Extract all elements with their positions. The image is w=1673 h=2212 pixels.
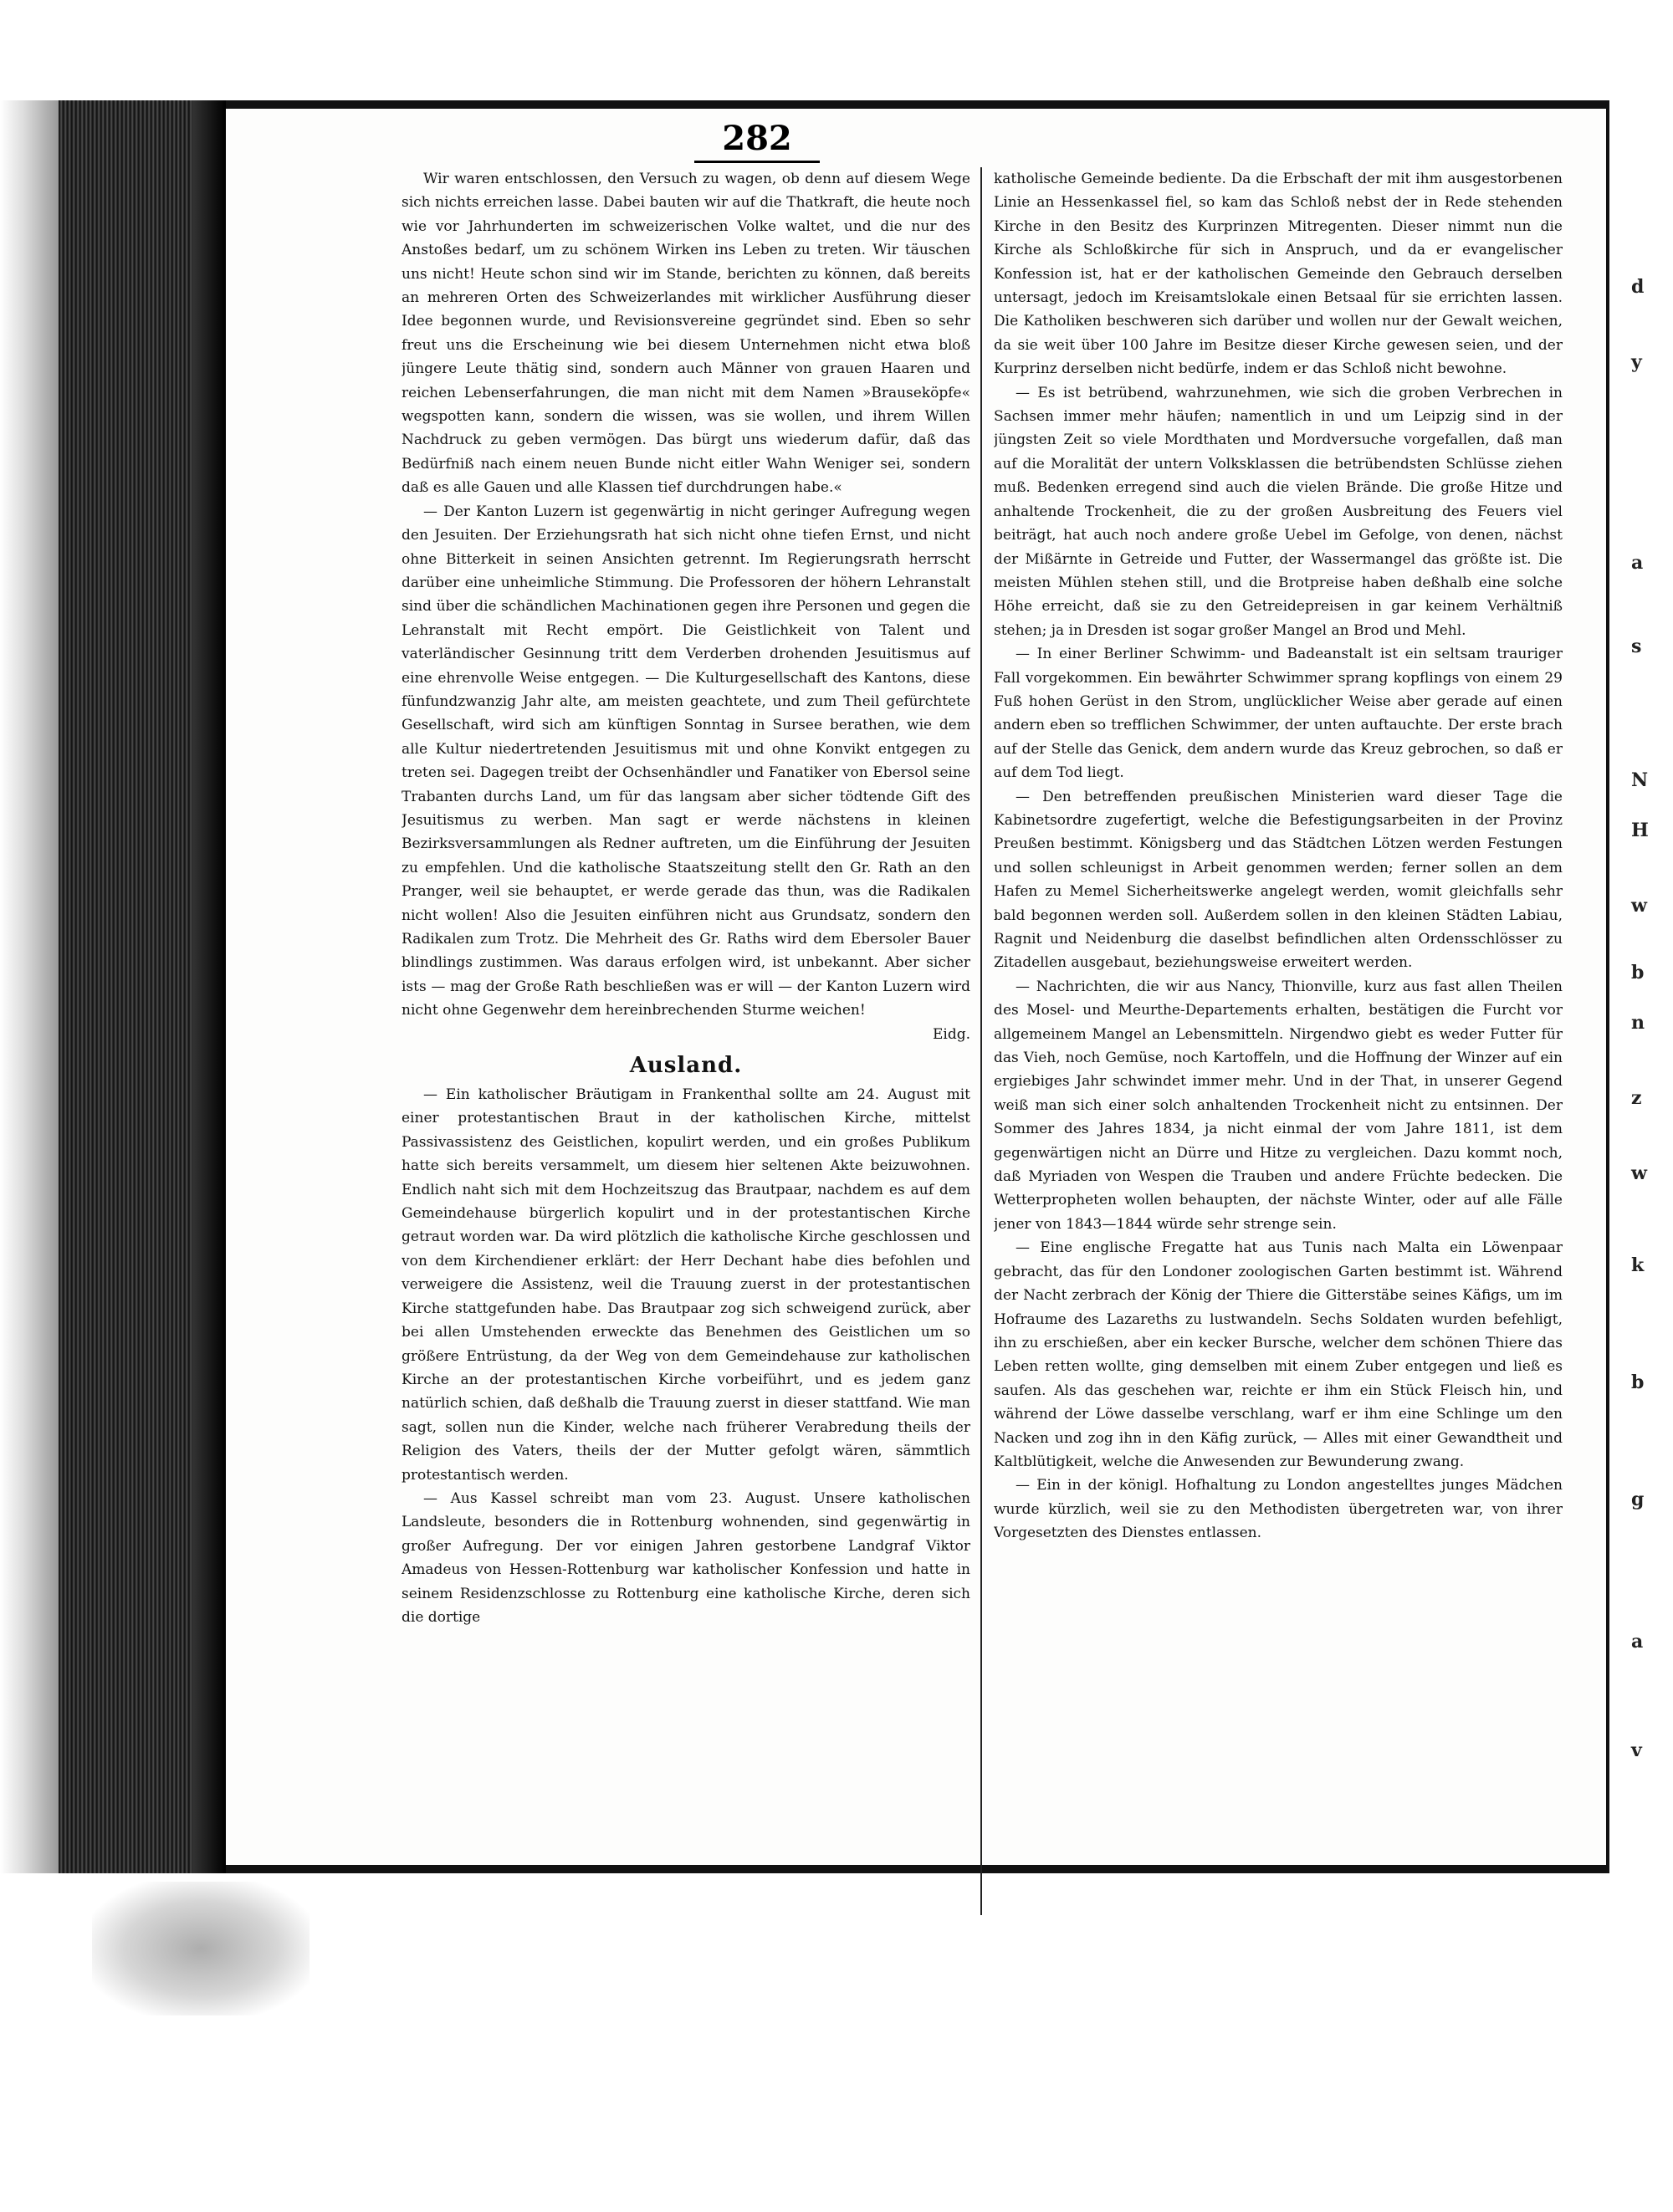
scan-smudge [92,1882,310,2015]
article-paragraph: — Ein in der königl. Hofhaltung zu London angestelltes junges Mädchen wurde kürzlich, weil sie zu den Methodisten übergetreten war, von ihrer Vorgesetzten des Dienstes entlassen. [994,1477,1563,1542]
facing-page-letter: g [1631,1489,1645,1510]
facing-page-letter: b [1631,1372,1645,1393]
article-paragraph: — Den betreffenden preußischen Ministerien ward dieser Tage die Kabinetsordre zugefertigt, welche die Befestigungsarbeiten in der Provinz Preußen bestimmt. Königsberg und das Städtchen Lötzen werden Festungen und sollen schleunigst in Arbeit genommen werden; ferner sollen an dem Hafen zu Memel Sicherheitswerke angelegt werden, womit gleichfalls sehr bald begonnen werden soll. Außerdem sollen in den kleinen Städten Labiau, Ragnit und Neidenburg die daselbst befindlichen alten Ordensschlösser zu Zitadellen ausgebaut, beziehungsweise erweitert werden. [994,788,1563,972]
article-paragraph: — In einer Berliner Schwimm- und Badeanstalt ist ein seltsam trauriger Fall vorgekommen. Ein bewährter Schwimmer sprang kopflings von einem 29 Fuß hohen Gerüst in den Strom, unglücklicher Weise aber gerade auf einen andern eben so trefflichen Schwimmer, der unten auftauchte. Der erste brach auf der Stelle das Genick, dem andern wurde das Kreuz gebrochen, so daß er auf dem Tod liegt. [994,646,1563,782]
article-signature: Eidg. [932,1025,970,1043]
left-column [402,167,970,1915]
facing-page-letter: s [1631,636,1642,657]
facing-page-letter: z [1631,1087,1642,1109]
facing-page-letter: w [1631,1162,1647,1184]
article-paragraph: Wir waren entschlossen, den Versuch zu wagen, ob denn auf diesem Wege sich nichts erreichen lasse. Dabei bauten wir auf die Thatkraft, die heute noch wie vor Jahrhunderten im schweizerischen Volke waltet, und die nur des Anstoßes bedarf, um zu schönem Wirken ins Leben zu treten. Wir täuschen uns nicht! Heute schon sind wir im Stande, berichten zu können, daß bereits an mehreren Orten des Schweizerlandes mit wirklicher Ausführung dieser Idee begonnen wurde, und Revisionsvereine gegründet sind. Eben so sehr freut uns die Erscheinung wie bei diesem Unternehmen nicht etwa bloß jüngere Leute thätig sind, sondern auch Männer von grauen Haaren und reichen Lebenserfahrungen, die man nicht mit dem Namen »Brauseköpfe« wegspotten kann, sondern die wissen, was sie wollen, und ihrem Willen Nachdruck zu geben vermögen. Das bürgt uns wiederum dafür, daß das Bedürfniß nach einem neuen Bunde nicht eitler Wahn Weniger sei, sondern daß es alle Gauen und alle Klassen tief durchdrungen habe.« [402,171,970,497]
facing-page-letter: d [1631,276,1645,298]
book-page-edges [59,100,226,1873]
facing-page-letter: n [1631,1012,1645,1034]
article-paragraph: — Aus Kassel schreibt man vom 23. August. Unsere katholischen Landsleute, besonders die in Rottenburg wohnenden, sind gegenwärtig in großer Aufregung. Der vor einigen Jahren gestorbene Landgraf Viktor Amadeus von Hessen-Rottenburg war katholischer Konfession und hatte in seinem Residenzschlosse zu Rottenburg eine katholische Kirche, deren sich die dortige [402,1489,970,1626]
facing-page-letter: a [1631,552,1644,574]
scan-background-left [0,100,59,1873]
facing-page-letter: y [1631,351,1642,373]
section-heading: Ausland. [629,1053,743,1079]
facing-page-letter: N [1631,769,1649,791]
article-paragraph: — Nachrichten, die wir aus Nancy, Thionville, kurz aus fast allen Theilen des Mosel- und Meurthe-Departements erhalten, bestätigen die Furcht vor allgemeinem Mangel an Lebensmitteln. Nirgendwo giebt es weder Futter für das Vieh, noch Gemüse, noch Kartoffeln, und die Hoffnung der Winzer auf ein ergiebiges Jahr schwindet immer mehr. Und in der That, in unserer Gegend weiß man sich einer solch anhaltenden Trockenheit nicht zu entsinnen. Der Sommer des Jahres 1834, ja nicht einmal der vom Jahre 1811, ist dem gegenwärtigen nicht an Dürre und Hitze zu vergleichen. Dazu kommt noch, daß Myriaden von Wespen die Trauben und andere Früchte bedecken. Die Wetterpropheten wollen behaupten, der nächste Winter, oder auf alle Fälle jener von 1843—1844 würde sehr strenge sein. [994,978,1563,1233]
facing-page-letter: a [1631,1631,1644,1653]
article-paragraph: — Eine englische Fregatte hat aus Tunis nach Malta ein Löwenpaar gebracht, das für den Londoner zoologischen Garten bestimmt ist. Während der Nacht zerbrach der König der Thiere die Gitterstäbe seines Käfigs, um im Hofraume des Lazareths zu lustwandeln. Sechs Soldaten wurden befehligt, ihn zu erschießen, aber ein kecker Bursche, welcher dem schönen Thiere das Leben retten wollte, ging demselben mit einem Zuber entgegen und ließ es saufen. Als das geschehen war, reichte er ihm ein Stück Fleisch hin, und während der Löwe dasselbe verschlang, warf er ihm eine Schlinge um den Nacken und zog ihn in den Käfig zurück, — Alles mit einer Gewandtheit und Kaltblütigkeit, welche die Anwesenden zur Bewunderung zwang. [994,1239,1563,1470]
facing-page-letter: k [1631,1254,1645,1276]
right-column [994,167,1563,1915]
article-paragraph: — Es ist betrübend, wahrzunehmen, wie sich die groben Verbrechen in Sachsen immer mehr häufen; namentlich in und um Leipzig sind in der jüngsten Zeit so viele Mordthaten und Mordversuche vorgefallen, daß man auf die Moralität der untern Volksklassen die betrübendsten Schlüsse ziehen muß. Bedenken erregend sind auch die vielen Brände. Die große Hitze und anhaltende Trockenheit, die zu der großen Ausbreitung des Feuers viel beiträgt, hat auch noch andere große Uebel im Gefolge, von denen, nächst der Mißärnte in Getreide und Futter, der Wassermangel das größte ist. Die meisten Mühlen stehen still, und die Brotpreise haben deßhalb eine solche Höhe erreicht, daß sie zu den Getreidepreisen in gar keinem Verhältniß stehen; ja in Dresden ist sogar großer Mangel an Brod und Mehl. [994,384,1563,639]
facing-page-letter: H [1631,820,1649,841]
facing-page-letter: v [1631,1739,1642,1761]
facing-page-letter: b [1631,962,1645,983]
column-divider [980,167,982,1915]
facing-page-letter: w [1631,895,1647,917]
article-paragraph: — Ein katholischer Bräutigam in Frankenthal sollte am 24. August mit einer protestantischen Braut in der katholischen Kirche, mittelst Passivassistenz des Geistlichen, kopulirt werden, und ein großes Publikum hatte sich bereits versammelt, um diesem hier seltenen Akte beizuwohnen. Endlich naht sich mit dem Hochzeitszug das Brautpaar, nachdem es auf dem Gemeindehause bürgerlich kopulirt und in der protestantischen Kirche getraut worden war. Da wird plötzlich die katholische Kirche geschlossen und von dem Kirchendiener erklärt: der Herr Dechant habe dies befohlen und verweigere die Assistenz, weil die Trauung zuerst in der protestantischen Kirche stattgefunden habe. Das Brautpaar zog sich schweigend zurück, aber bei allen Umstehenden erweckte das Benehmen des Geistlichen um so größere Entrüstung, da der Weg von dem Gemeindehause zur katholischen Kirche an der protestantischen Kirche vorbeiführt, und es jedem ganz natürlich schien, daß deßhalb die Trauung zuerst in dieser stattfand. Wie man sagt, sollen nun die Kinder, welche nach früherer Verabredung theils der Religion des Vaters, theils der der Mutter gefolgt wären, sämmtlich protestantisch werden. [402,1086,970,1484]
article-paragraph-continued: katholische Gemeinde bediente. Da die Erbschaft der mit ihm ausgestorbenen Linie an Hessenkassel fiel, so kam das Schloß nebst der in Rede stehenden Kirche in den Besitz des Kurprinzen Mitregenten. Dieser nimmt nun die Kirche als Schloßkirche für sich in Anspruch, und da er evangelischer Konfession ist, hat er der katholischen Gemeinde den Gebrauch derselben untersagt, jedoch im Kreisamtslokale einen Betsaal für sie errichten lassen. Die Katholiken beschweren sich darüber und wollen nur der Gewalt weichen, da sie weit über 100 Jahre im Besitze dieser Kirche gewesen seien, und der Kurprinz derselben nicht bedürfe, indem er das Schloß nicht bewohne. [994,171,1563,378]
article-paragraph: — Der Kanton Luzern ist gegenwärtig in nicht geringer Aufregung wegen den Jesuiten. Der Erziehungsrath hat sich nicht ohne tiefen Ernst, und nicht ohne Bitterkeit in seinen Ansichten getrennt. Im Regierungsrath herrscht darüber eine unheimliche Stimmung. Die Professoren der höhern Lehranstalt sind über die schändlichen Machinationen gegen ihre Personen und gegen die Lehranstalt mit Recht empört. Die Geistlichkeit von Talent und vaterländischer Gesinnung tritt dem Verderben drohenden Jesuitismus auf eine ehrenvolle Weise entgegen. — Die Kulturgesellschaft des Kantons, diese fünfundzwanzig Jahr alte, am meisten geachtete, und zum Theil gefürchtete Gesellschaft, wird sich am künftigen Sonntag in Sursee berathen, wie dem alle Kultur niedertretenden Jesuitismus mit und ohne Konvikt entgegen zu treten sei. Dagegen treibt der Ochsenhändler und Fanatiker von Ebersol seine Trabanten durchs Land, um für das langsam aber sicher tödtende Gift des Jesuitismus zu werben. Man sagt er werde nächstens in kleinen Bezirksversammlungen als Redner auftreten, um die Einführung der Jesuiten zu empfehlen. Und die katholische Staatszeitung stellt den Gr. Rath an den Pranger, weil sie behauptet, er werde gerade das thun, was die Radikalen nicht wollen! Also die Jesuiten einführen nicht aus Grundsatz, sondern den Radikalen zum Trotz. Die Mehrheit des Gr. Raths wird dem Ebersoler Bauer blindlings zustimmen. Was daraus erfolgen wird, ist unbekannt. Aber sicher ists — mag der Große Rath beschließen was er will — der Kanton Luzern wird nicht ohne Gegenwehr dem hereinbrechenden Sturme weichen! [402,503,970,1019]
page-number: 282 [694,117,820,163]
